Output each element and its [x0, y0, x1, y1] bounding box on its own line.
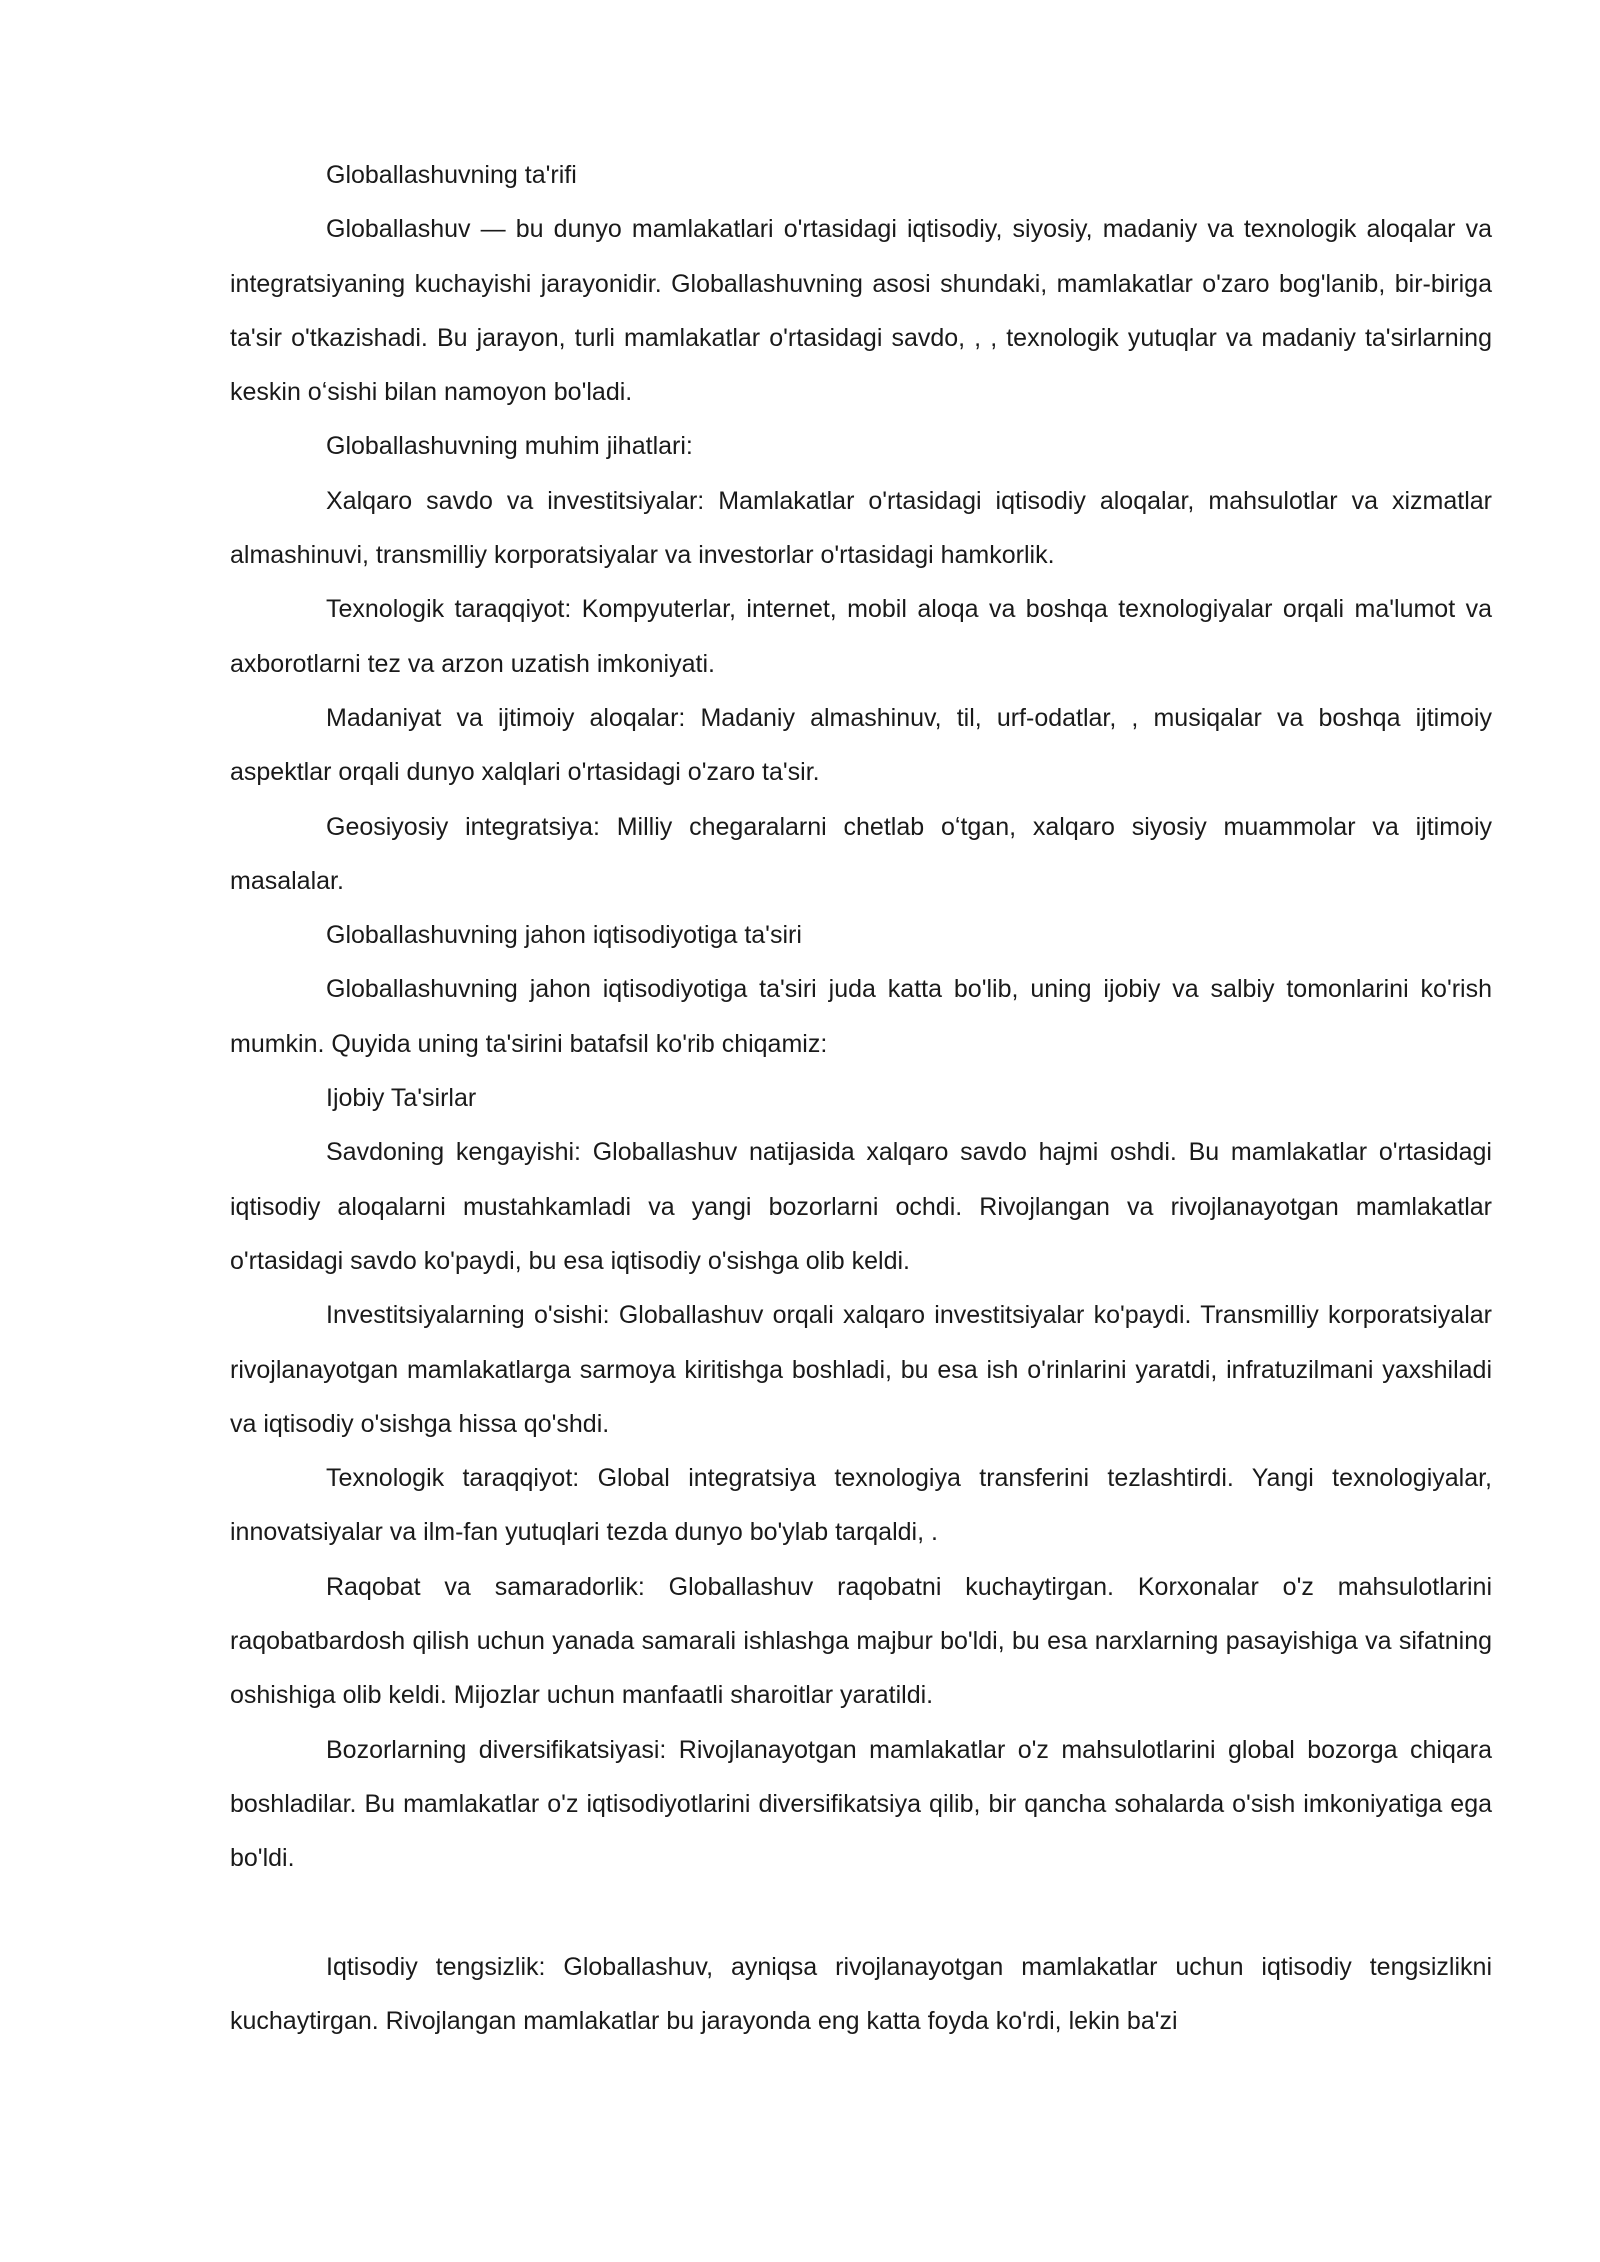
paragraph-tech-progress: Texnologik taraqqiyot: Kompyuterlar, internet, mobil aloqa va boshqa texnologiyalar orqali ma'lumot va axborotlarni tez va arzon uzatish imkoniyati.	[230, 595, 1492, 678]
paragraph-competition: Raqobat va samaradorlik: Globallashuv raqobatni kuchaytirgan. Korxonalar o'z mahsulotlarini raqobatbardosh qilish uchun yanada samarali ishlashga majbur bo'ldi, bu esa narxlarning pasayishiga va sifatning oshishiga olib keldi. Mijozlar uchun manfaatli sharoitlar yaratildi.	[230, 1572, 1492, 1710]
heading-key-aspects: Globallashuvning muhim jihatlari:	[326, 432, 693, 461]
document-page	[230, 148, 1492, 2048]
paragraph-culture-social: Madaniyat va ijtimoiy aloqalar: Madaniy almashinuv, til, urf-odatlar, , musiqalar va boshqa ijtimoiy aspektlar orqali dunyo xalqlari o'rtasidagi o'zaro ta'sir.	[230, 703, 1492, 787]
paragraph-diversification: Bozorlarning diversifikatsiyasi: Rivojlanayotgan mamlakatlar o'z mahsulotlarini global bozorga chiqara boshladilar. Bu mamlakatlar o'z iqtisodiyotlarini diversifikatsiya qilib, bir qancha sohalarda o'sish imkoniyatiga ega bo'ldi.	[230, 1735, 1492, 1873]
paragraph-definition: Globallashuv — bu dunyo mamlakatlari o'rtasidagi iqtisodiy, siyosiy, madaniy va texnologik aloqalar va integratsiyaning kuchayishi jarayonidir. Globallashuvning asosi shundaki, mamlakatlar o'zaro bog'lanib, bir-biriga ta'sir o'tkazishadi. Bu jarayon, turli mamlakatlar o'rtasidagi savdo, , , texnologik yutuqlar va madaniy ta'sirlarning keskin oʻsishi bilan namoyon bo'ladi.	[230, 215, 1492, 407]
paragraph-trade-investment: Xalqaro savdo va investitsiyalar: Mamlakatlar o'rtasidagi iqtisodiy aloqalar, mahsulotlar va xizmatlar almashinuvi, transmilliy korporatsiyalar va investorlar o'rtasidagi hamkorlik.	[230, 486, 1492, 570]
blank-line	[230, 1886, 1492, 1940]
paragraph-geopolitics: Geosiyosiy integratsiya: Milliy chegaralarni chetlab oʻtgan, xalqaro siyosiy muammolar va ijtimoiy masalalar.	[230, 812, 1492, 895]
paragraph-economic-impact: Globallashuvning jahon iqtisodiyotiga ta'siri juda katta bo'lib, uning ijobiy va salbiy tomonlarini ko'rish mumkin. Quyida uning ta'sirini batafsil ko'rib chiqamiz:	[230, 975, 1492, 1058]
heading-economic-impact: Globallashuvning jahon iqtisodiyotiga ta'siri	[326, 921, 802, 950]
heading-positive-effects: Ijobiy Ta'sirlar	[326, 1084, 477, 1113]
paragraph-tech-transfer: Texnologik taraqqiyot: Global integratsiya texnologiya transferini tezlashtirdi. Yangi texnologiyalar, innovatsiyalar va ilm-fan yutuqlari tezda dunyo bo'ylab tarqaldi, .	[230, 1464, 1492, 1547]
paragraph-trade-expansion: Savdoning kengayishi: Globallashuv natijasida xalqaro savdo hajmi oshdi. Bu mamlakatlar o'rtasidagi iqtisodiy aloqalarni mustahkamladi va yangi bozorlarni ochdi. Rivojlangan va rivojlanayotgan mamlakatlar o'rtasidagi savdo ko'paydi, bu esa iqtisodiy o'sishga olib keldi.	[230, 1138, 1492, 1275]
paragraph-investment-growth: Investitsiyalarning o'sishi: Globallashuv orqali xalqaro investitsiyalar ko'paydi. Transmilliy korporatsiyalar rivojlanayotgan mamlakatlarga sarmoya kiritishga boshladi, bu esa ish o'rinlarini yaratdi, infratuzilmani yaxshiladi va iqtisodiy o'sishga hissa qo'shdi.	[230, 1301, 1492, 1438]
heading-definition: Globallashuvning ta'rifi	[326, 161, 577, 189]
paragraph-inequality: Iqtisodiy tengsizlik: Globallashuv, ayniqsa rivojlanayotgan mamlakatlar uchun iqtisodiy tengsizlikni kuchaytirgan. Rivojlangan mamlakatlar bu jarayonda eng katta foyda ko'rdi, lekin ba'zi	[230, 1952, 1492, 2035]
